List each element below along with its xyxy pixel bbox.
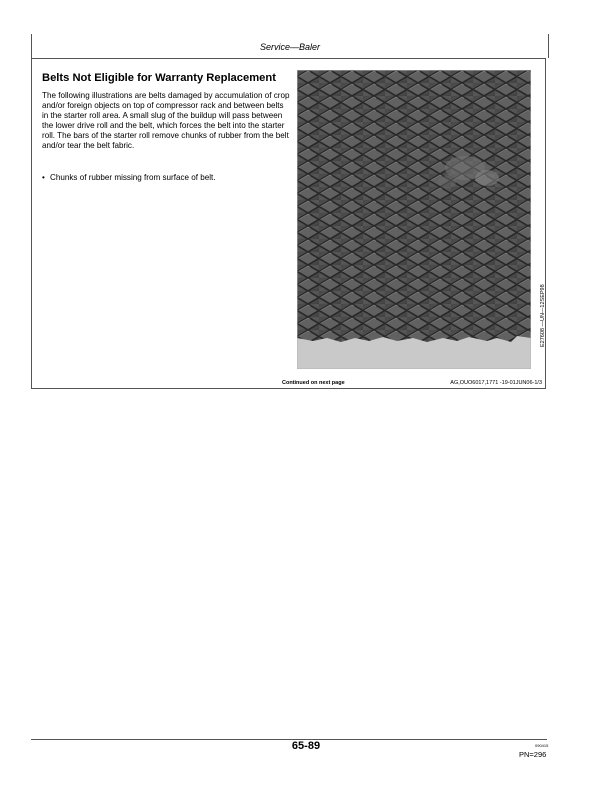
bullet-icon: • (42, 173, 45, 182)
page-header (31, 34, 549, 58)
damaged-belt-photo (297, 70, 531, 369)
running-title: Service—Baler (259, 42, 321, 52)
section-paragraph: The following illustrations are belts damaged by accumulation of crop and/or foreign objects on top of compressor rack and between belts in the starter roll area. A small slug of the buildup will pass between the lower drive roll and the belt, which forces the belt into the starter roll. The bars of the starter roll remove chunks of rubber from the belt and/or tear the belt fabric. (42, 91, 290, 151)
document-code: AG,OUO6017,1771 -19-01JUN06-1/3 (450, 380, 542, 386)
continued-note: Continued on next page (282, 380, 345, 386)
footer-small-code: 090415 (535, 743, 549, 748)
figure-id: E27608 —UN—12SEP98 (540, 284, 546, 347)
section-title: Belts Not Eligible for Warranty Replacement (42, 72, 276, 84)
content-box (31, 58, 546, 389)
pn-label: PN=296 (519, 750, 547, 759)
bullet-text: Chunks of rubber missing from surface of belt. (50, 173, 216, 182)
bullet-item (42, 173, 290, 183)
page-number: 65-89 (291, 740, 321, 752)
